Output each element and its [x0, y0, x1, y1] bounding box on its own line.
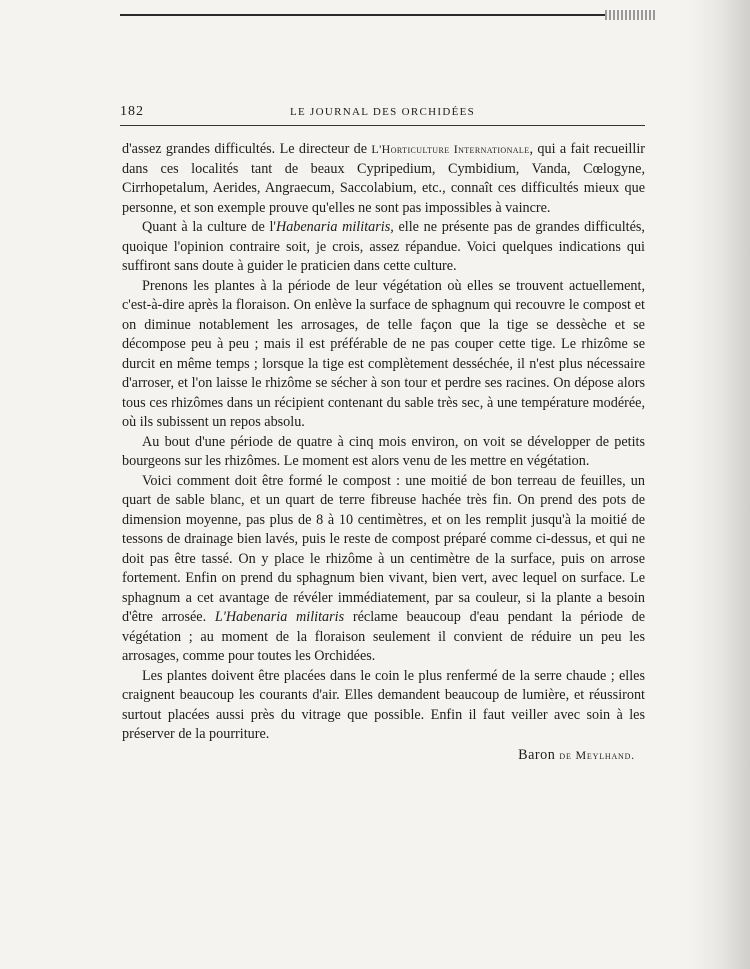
paragraph: Au bout d'une période de quatre à cinq mois environ, on voit se développer de petits bourgeons sur les rhizômes. Le moment est alors venu de les mettre en végétation.	[122, 433, 645, 469]
paragraph: Prenons les plantes à la période de leur végétation où elles se trouvent actuellement, c'est-à-dire après la floraison. On enlève la surface de sphagnum qui recouvre le compost et on diminue notablement les arrosages, de telle façon que la tige se dessèche et se décompose peu à peu ; mais il est préférable de ne pas couper cette tige. Le rhizôme se durcit en même temps ; lorsque la tige est complètement desséchée, il n'est plus nécessaire d'arroser, et l'on laisse le rhizôme se sécher à son tour et perdre ses racines. On dépose alors tous ces rhizômes dans un récipient contenant du sable très sec, à une température modérée, où ils subissent un repos absolu.	[122, 277, 645, 430]
paragraph-text: réclame beaucoup d'eau pendant la période de végétation ; au moment de la floraison seulement il convient de réduire un peu les arrosages, comme pour toutes les Orchidées.	[122, 609, 645, 664]
running-title: LE JOURNAL DES ORCHIDÉES	[289, 106, 476, 118]
publication-name: L'Horticulture Internationale	[371, 142, 530, 156]
species-name: L'Habenaria militaris	[214, 609, 345, 625]
paragraph-text: Quant à la culture de l'	[142, 219, 276, 235]
species-name: Habenaria militaris,	[275, 219, 394, 235]
header-rule	[120, 125, 645, 126]
paragraph	[122, 140, 645, 218]
paragraph	[122, 218, 645, 277]
top-border-rule	[120, 14, 605, 16]
paragraph	[122, 472, 645, 667]
paragraph: Les plantes doivent être placées dans le coin le plus renfermé de la serre chaude ; elles craignent beaucoup les courants d'air. Elles demandent beaucoup de lumière, et réussiront surtout placées aussi près du vitrage que possible. Enfin il faut veiller avec soin à les préserver de la pourriture.	[122, 667, 645, 742]
page-edge-shadow	[690, 0, 750, 969]
article-body	[122, 140, 645, 765]
author-name: de Meylhand.	[559, 747, 635, 762]
paragraph-text: elle ne présente pas de grandes difficultés, quoique l'opinion contraire soit, je crois, assez répandue. Voici quelques indications qui suffiront sans doute à guider le praticien dans cette culture.	[122, 219, 645, 274]
paragraph-text: d'assez grandes difficultés. Le directeur de	[122, 141, 372, 157]
scan-edge-mark	[605, 10, 655, 20]
signature-prefix: Baron	[518, 746, 560, 763]
page-number: 182	[120, 104, 144, 119]
author-signature	[122, 746, 645, 766]
paragraph-text: , qui a fait recueillir dans ces localités tant de beaux Cypripedium, Cymbidium, Vanda, Cœlogyne, Cirrhopetalum, Aerides, Angraecum, Saccolabium, etc., connaît ces difficultés mieux que personne, et son exemple prouve qu'elles ne sont pas impossibles à vaincre.	[122, 141, 645, 216]
running-header	[120, 104, 645, 126]
paragraph-text: Voici comment doit être formé le compost : une moitié de bon terreau de feuilles, un quart de sable blanc, et un quart de terre fibreuse hachée très fin. On prend des pots de dimension moyenne, pas plus de 8 à 10 centimètres, et on les remplit jusqu'à la moitié de tessons de drainage bien lavés, puis le reste de compost préparé comme ci-dessus, et qui ne doit pas être tassé. On y place le rhizôme à un centimètre de la surface, puis on arrose fortement. Enfin on prend du sphagnum bien vivant, bien vert, avec lequel on surface. Le sphagnum a cet avantage de révéler immédiatement, par sa couleur, si la plante a besoin d'être arrosée.	[122, 472, 645, 625]
